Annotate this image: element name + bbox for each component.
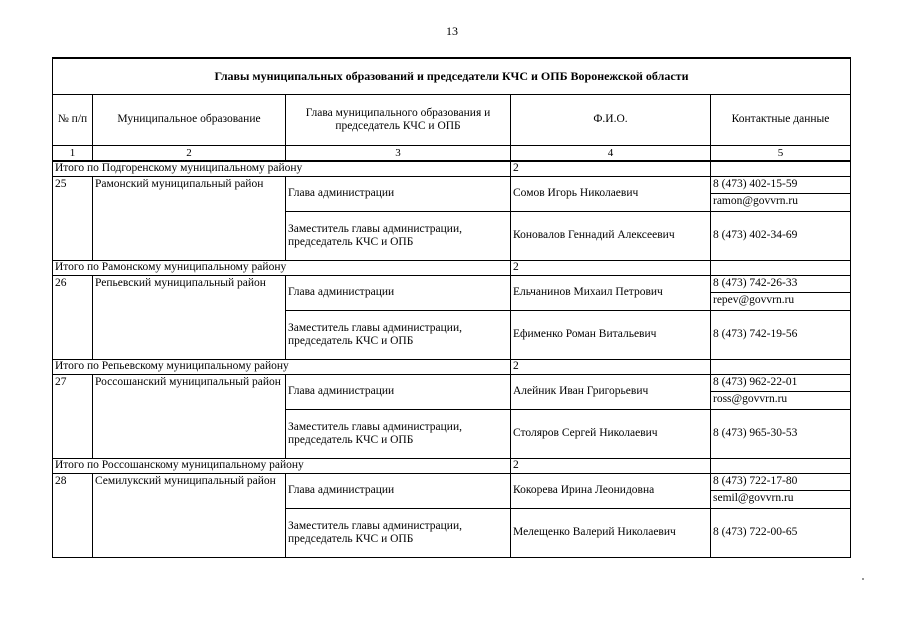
full-name-cell: Алейник Иван Григорьевич bbox=[511, 375, 711, 410]
table-title: Главы муниципальных образований и председатели КЧС и ОПБ Воронежской области bbox=[53, 58, 851, 95]
municipality-name: Россошанский муниципальный район bbox=[93, 375, 286, 459]
full-name-cell: Мелещенко Валерий Николаевич bbox=[511, 509, 711, 558]
header-municipality: Муниципальное образование bbox=[93, 95, 286, 146]
email-text: ross@govvrn.ru bbox=[713, 393, 788, 405]
role-cell: Заместитель главы администрации, председатель КЧС и ОПБ bbox=[286, 311, 511, 360]
governors-table bbox=[52, 57, 851, 558]
role-cell: Глава администрации bbox=[286, 276, 511, 311]
role-cell: Заместитель главы администрации, председатель КЧС и ОПБ bbox=[286, 410, 511, 459]
municipality-name: Семилукский муниципальный район bbox=[93, 474, 286, 558]
header-number: № п/п bbox=[53, 95, 93, 146]
row-number: 25 bbox=[53, 177, 93, 261]
table-row bbox=[53, 177, 851, 212]
phone-text: 8 (473) 965-30-53 bbox=[711, 410, 851, 459]
header-head: Глава муниципального образования и председатель КЧС и ОПБ bbox=[286, 95, 511, 146]
total-empty bbox=[711, 360, 851, 375]
contact-cell bbox=[711, 177, 851, 212]
role-cell: Глава администрации bbox=[286, 375, 511, 410]
full-name-cell: Ельчанинов Михаил Петрович bbox=[511, 276, 711, 311]
row-number: 27 bbox=[53, 375, 93, 459]
table-row bbox=[53, 474, 851, 509]
phone-text: 8 (473) 722-17-80 bbox=[711, 474, 850, 491]
column-number: 4 bbox=[511, 146, 711, 162]
contact-cell bbox=[711, 375, 851, 410]
column-number: 1 bbox=[53, 146, 93, 162]
total-value: 2 bbox=[511, 261, 711, 276]
role-cell: Глава администрации bbox=[286, 177, 511, 212]
total-label: Итого по Подгоренскому муниципальному району bbox=[53, 161, 511, 177]
phone-text: 8 (473) 962-22-01 bbox=[711, 375, 850, 392]
total-value: 2 bbox=[511, 360, 711, 375]
table-row bbox=[53, 276, 851, 311]
phone-text: 8 (473) 402-15-59 bbox=[711, 177, 850, 194]
header-contacts: Контактные данные bbox=[711, 95, 851, 146]
contact-cell bbox=[711, 276, 851, 311]
row-number: 26 bbox=[53, 276, 93, 360]
email-text: ramon@govvrn.ru bbox=[713, 195, 799, 207]
total-row bbox=[53, 360, 851, 375]
phone-text: 8 (473) 742-26-33 bbox=[711, 276, 850, 293]
full-name-cell: Столяров Сергей Николаевич bbox=[511, 410, 711, 459]
municipality-name: Репьевский муниципальный район bbox=[93, 276, 286, 360]
total-empty bbox=[711, 161, 851, 177]
full-name-cell: Коновалов Геннадий Алексеевич bbox=[511, 212, 711, 261]
page-number: 13 bbox=[446, 24, 458, 38]
full-name-cell: Ефименко Роман Витальевич bbox=[511, 311, 711, 360]
table-row bbox=[53, 375, 851, 410]
full-name-cell: Кокорева Ирина Леонидовна bbox=[511, 474, 711, 509]
email-text: repev@govvrn.ru bbox=[713, 294, 795, 306]
total-row bbox=[53, 261, 851, 276]
role-cell: Заместитель главы администрации, председатель КЧС и ОПБ bbox=[286, 212, 511, 261]
total-label: Итого по Репьевскому муниципальному району bbox=[53, 360, 511, 375]
header-full-name: Ф.И.О. bbox=[511, 95, 711, 146]
role-cell: Глава администрации bbox=[286, 474, 511, 509]
full-name-cell: Сомов Игорь Николаевич bbox=[511, 177, 711, 212]
table-title-row bbox=[53, 58, 851, 95]
total-value: 2 bbox=[511, 161, 711, 177]
phone-text: 8 (473) 742-19-56 bbox=[711, 311, 851, 360]
column-numbers-row bbox=[53, 146, 851, 162]
margin-mark bbox=[862, 578, 864, 580]
total-label: Итого по Россошанскому муниципальному району bbox=[53, 459, 511, 474]
total-empty bbox=[711, 459, 851, 474]
municipality-name: Рамонский муниципальный район bbox=[93, 177, 286, 261]
total-row bbox=[53, 459, 851, 474]
total-empty bbox=[711, 261, 851, 276]
column-number: 3 bbox=[286, 146, 511, 162]
phone-text: 8 (473) 722-00-65 bbox=[711, 509, 851, 558]
column-number: 5 bbox=[711, 146, 851, 162]
total-row bbox=[53, 161, 851, 177]
contact-cell bbox=[711, 474, 851, 509]
role-cell: Заместитель главы администрации, председатель КЧС и ОПБ bbox=[286, 509, 511, 558]
row-number: 28 bbox=[53, 474, 93, 558]
total-value: 2 bbox=[511, 459, 711, 474]
column-number: 2 bbox=[93, 146, 286, 162]
header-row bbox=[53, 95, 851, 146]
email-text: semil@govvrn.ru bbox=[713, 492, 794, 504]
total-label: Итого по Рамонскому муниципальному району bbox=[53, 261, 511, 276]
phone-text: 8 (473) 402-34-69 bbox=[711, 212, 851, 261]
